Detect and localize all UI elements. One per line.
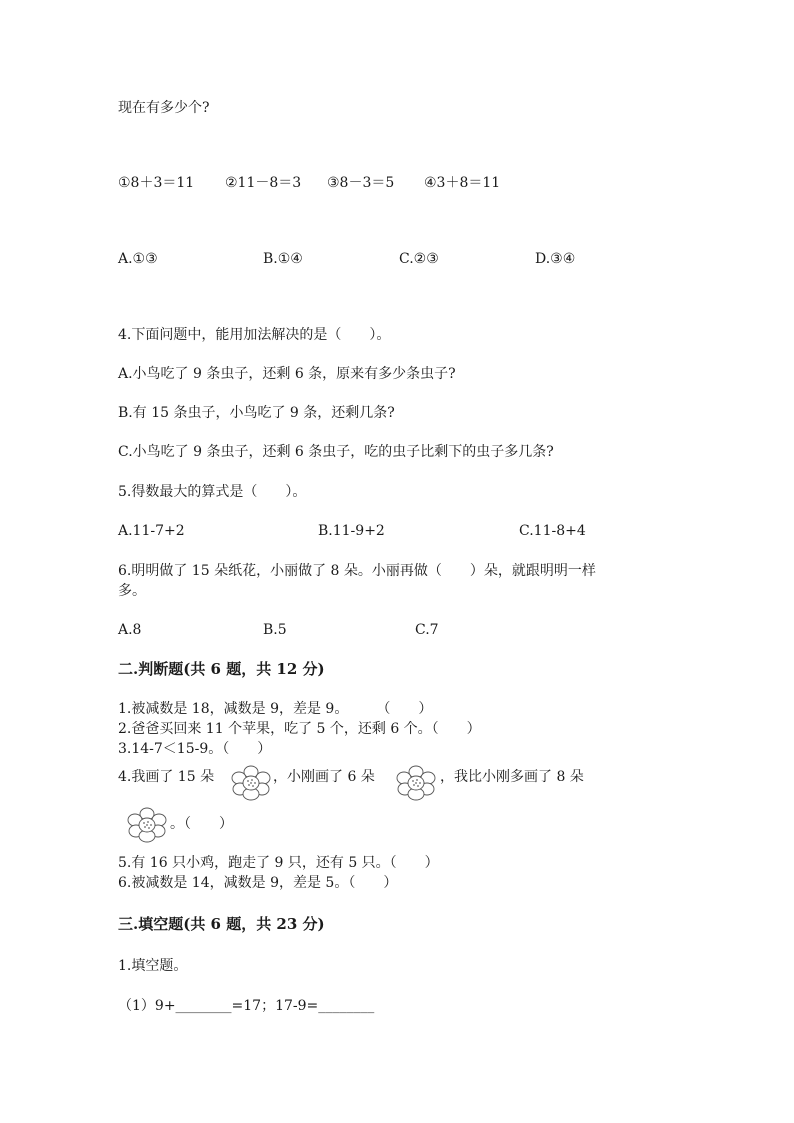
q4-option-c: C.小鸟吃了 9 条虫子，还剩 6 条虫子，吃的虫子比剩下的虫子多几条? xyxy=(118,444,554,460)
fill-q1-stem: 1.填空题。 xyxy=(118,958,188,974)
judge-item-4-part2: ，小刚画了 6 朵 xyxy=(273,769,375,785)
judge-item-4-part3: ，我比小刚多画了 8 朵 xyxy=(440,769,584,785)
q3-formula-1: ①8＋3＝11 xyxy=(118,175,195,191)
judge-item-5: 5.有 16 只小鸡，跑走了 9 只，还有 5 只。（ ） xyxy=(118,855,439,871)
q3-option-a: A.①③ xyxy=(118,251,158,267)
flower-icon xyxy=(395,764,437,802)
judge-item-6: 6.被减数是 14，减数是 9，差是 5。（ ） xyxy=(118,875,398,891)
section3-title: 三.填空题(共 6 题，共 23 分) xyxy=(118,915,325,933)
flower-icon xyxy=(126,806,168,844)
q3-formula-2: ②11－8＝3 xyxy=(225,175,302,191)
fill-q1-sub: （1）9+________=17；17-9=________ xyxy=(118,998,375,1014)
q5-option-b: B.11-9+2 xyxy=(318,523,385,539)
q5-option-a: A.11-7+2 xyxy=(118,523,185,539)
q3-intro: 现在有多少个? xyxy=(118,100,210,116)
judge-item-4-part1: 4.我画了 15 朵 xyxy=(118,769,215,785)
q4-option-a: A.小鸟吃了 9 条虫子，还剩 6 条，原来有多少条虫子? xyxy=(118,366,456,382)
judge-item-2: 2.爸爸买回来 11 个苹果，吃了 5 个，还剩 6 个。（ ） xyxy=(118,721,481,737)
q5-stem: 5.得数最大的算式是（ ）。 xyxy=(118,484,307,500)
judge-item-4-part4: 。（ ） xyxy=(170,816,233,832)
flower-icon xyxy=(230,764,272,802)
q6-stem-line1: 6.明明做了 15 朵纸花，小丽做了 8 朵。小丽再做（ ）朵，就跟明明一样 xyxy=(118,563,596,579)
q6-option-a: A.8 xyxy=(118,622,142,638)
q6-option-b: B.5 xyxy=(263,622,287,638)
q6-stem-line2: 多。 xyxy=(118,583,146,599)
q5-option-c: C.11-8+4 xyxy=(519,523,586,539)
q6-option-c: C.7 xyxy=(415,622,439,638)
q3-option-d: D.③④ xyxy=(535,251,576,267)
q3-option-c: C.②③ xyxy=(399,251,439,267)
section2-title: 二.判断题(共 6 题，共 12 分) xyxy=(118,660,325,678)
q4-stem: 4.下面问题中，能用加法解决的是（ ）。 xyxy=(118,327,391,343)
judge-item-3: 3.14-7＜15-9。（ ） xyxy=(118,741,272,757)
q3-formula-3: ③8－3＝5 xyxy=(327,175,395,191)
q3-formula-4: ④3＋8＝11 xyxy=(424,175,501,191)
judge-item-1: 1.被减数是 18，减数是 9，差是 9。 （ ） xyxy=(118,701,433,717)
q3-option-b: B.①④ xyxy=(263,251,303,267)
q4-option-b: B.有 15 条虫子，小鸟吃了 9 条，还剩几条? xyxy=(118,405,395,421)
